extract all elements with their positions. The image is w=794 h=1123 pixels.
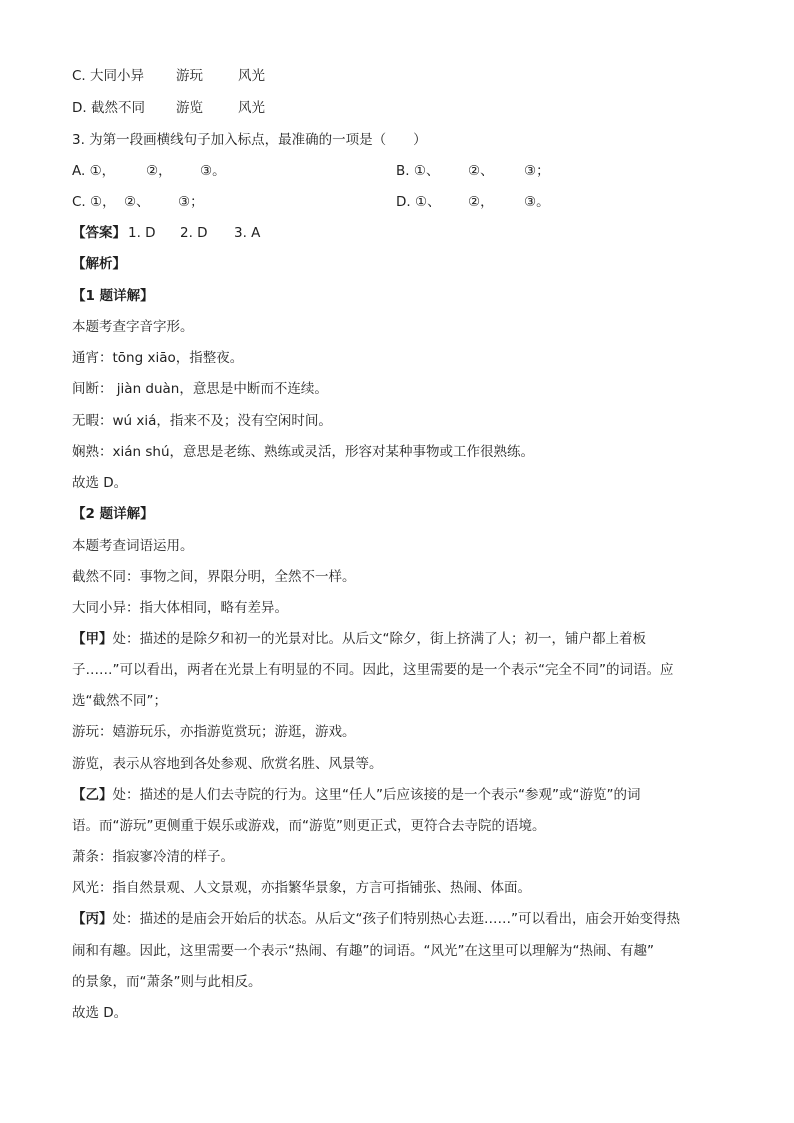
- option-c-word3: 风光: [238, 68, 265, 84]
- q1-header: 【1 题详解】: [72, 288, 154, 304]
- q2-jia-line-2: 子……”可以看出，两者在光景上有明显的不同。因此，这里需要的是一个表示“完全不同”的词语。应: [72, 662, 674, 678]
- q2-bing-line-1: [72, 909, 732, 929]
- q2-def-5: 萧条：指寂寥冷清的样子。: [72, 849, 234, 865]
- bing-text-1: 处：描述的是庙会开始后的状态。从后文“孩子们特别热心去逛……”可以看出，庙会开始变得热: [112, 911, 680, 927]
- q2-jia-line-3: 选“截然不同”；: [72, 693, 167, 709]
- q3-option-c-3: ③；: [178, 194, 204, 210]
- q1-item-3: 无暇：wú xiá，指来不及；没有空闲时间。: [72, 413, 332, 429]
- q2-intro: 本题考查词语运用。: [72, 538, 194, 554]
- q3-option-d-3: ③。: [524, 194, 550, 210]
- option-d-label: D. 截然不同: [72, 100, 145, 116]
- option-c-label: C. 大同小异: [72, 68, 145, 84]
- answer-1: 1. D: [128, 225, 156, 241]
- q3-option-d-1: D. ①、: [396, 194, 441, 210]
- jia-tag: 【甲】: [72, 631, 113, 647]
- q2-def-6: 风光：指自然景观、人文景观，亦指繁华景象，方言可指铺张、热闹、体面。: [72, 880, 531, 896]
- question-3-options-ab: [72, 161, 732, 181]
- q3-option-b-1: B. ①、: [396, 163, 440, 179]
- q3-option-d-2: ②，: [468, 194, 494, 210]
- question-3-stem: 3. 为第一段画横线句子加入标点，最准确的一项是（ ）: [72, 132, 427, 148]
- q2-def-4: 游览，表示从容地到各处参观、欣赏名胜、风景等。: [72, 756, 383, 772]
- q3-option-a-2: ②，: [146, 163, 172, 179]
- q3-option-b-2: ②、: [468, 163, 494, 179]
- q2-bing-line-3: 的景象，而“萧条”则与此相反。: [72, 974, 262, 990]
- analysis-tag: 【解析】: [72, 256, 126, 272]
- option-c-row: [72, 66, 732, 86]
- q1-intro: 本题考查字音字形。: [72, 319, 194, 335]
- answer-2: 2. D: [180, 225, 208, 241]
- q1-item-1: 通宵：tōng xiāo，指整夜。: [72, 350, 244, 366]
- q1-conclusion: 故选 D。: [72, 475, 128, 491]
- question-3-options-cd: [72, 192, 732, 212]
- q2-yi-line-1: [72, 785, 732, 805]
- q2-header: 【2 题详解】: [72, 506, 154, 522]
- option-d-word3: 风光: [238, 100, 265, 116]
- q3-option-a-3: ③。: [200, 163, 226, 179]
- q2-jia-line-1: [72, 629, 732, 649]
- q2-bing-line-2: 闹和有趣。因此，这里需要一个表示“热闹、有趣”的词语。“风光”在这里可以理解为“热闹、有趣”: [72, 943, 654, 959]
- q1-item-4: 娴熟：xián shú，意思是老练、熟练或灵活，形容对某种事物或工作很熟练。: [72, 444, 535, 460]
- q3-option-c-2: ②、: [124, 194, 150, 210]
- answer-3: 3. A: [234, 225, 261, 241]
- q3-option-b-3: ③；: [524, 163, 550, 179]
- bing-tag: 【丙】: [72, 911, 113, 927]
- yi-tag: 【乙】: [72, 787, 113, 803]
- answer-tag: 【答案】: [72, 225, 126, 241]
- option-d-word2: 游览: [176, 100, 203, 116]
- q2-def-1: 截然不同：事物之间，界限分明，全然不一样。: [72, 569, 356, 585]
- q3-option-a-1: A. ①，: [72, 163, 116, 179]
- q3-option-c-1: C. ①，: [72, 194, 116, 210]
- q2-def-2: 大同小异：指大体相同，略有差异。: [72, 600, 288, 616]
- yi-text-1: 处：描述的是人们去寺院的行为。这里“任人”后应该接的是一个表示“参观”或“游览”的词: [112, 787, 641, 803]
- q1-item-2: 间断： jiàn duàn，意思是中断而不连续。: [72, 381, 328, 397]
- answer-row: [72, 223, 732, 243]
- q2-yi-line-2: 语。而“游玩”更侧重于娱乐或游戏，而“游览”则更正式，更符合去寺院的语境。: [72, 818, 546, 834]
- q2-conclusion: 故选 D。: [72, 1005, 128, 1021]
- q2-def-3: 游玩：嬉游玩乐，亦指游览赏玩；游逛，游戏。: [72, 724, 356, 740]
- jia-text-1: 处：描述的是除夕和初一的光景对比。从后文“除夕，街上挤满了人；初一，铺户都上着板: [112, 631, 646, 647]
- option-d-row: [72, 98, 732, 118]
- option-c-word2: 游玩: [176, 68, 203, 84]
